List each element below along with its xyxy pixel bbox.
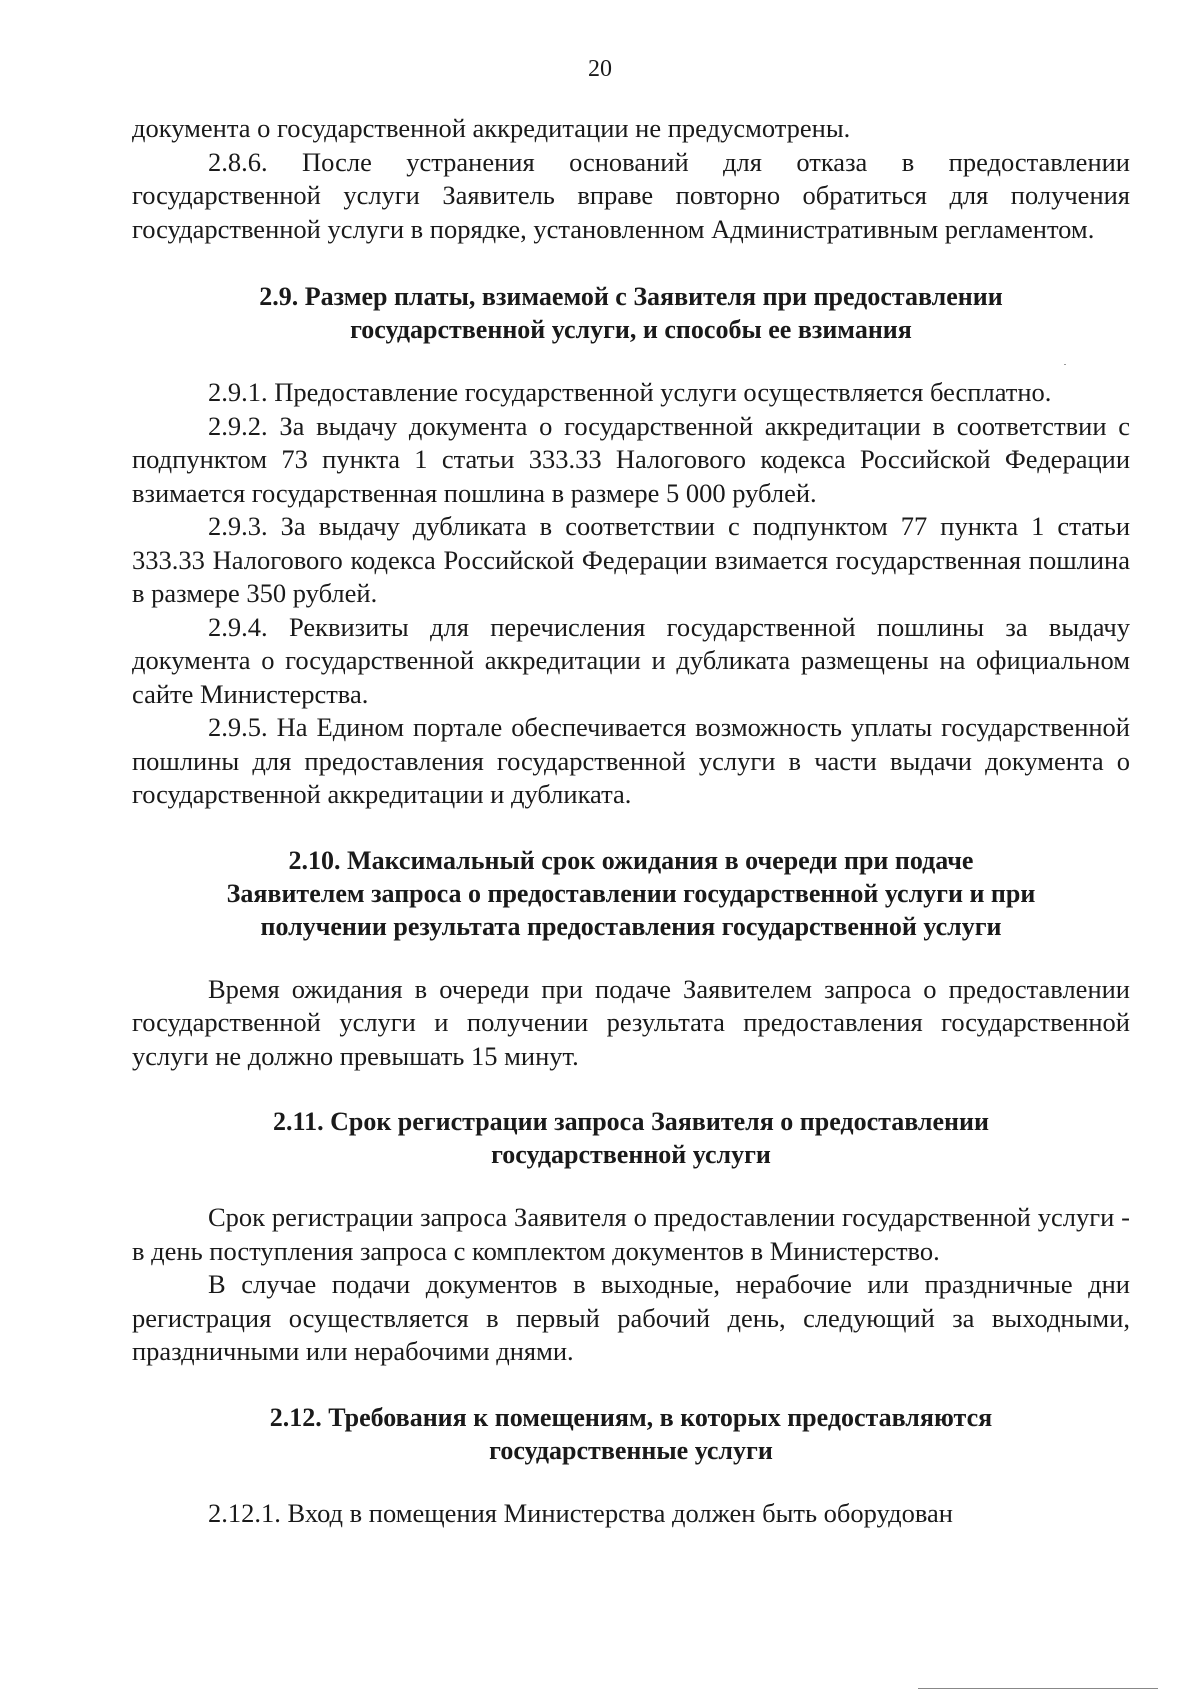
paragraph-2-9-3: 2.9.3. За выдачу дубликата в соответствии с подпунктом 77 пункта 1 статьи 333.33 Налогового кодекса Российской Федерации взимается государственная пошлина в размере 350 рублей. [132,511,1130,608]
heading-line: государственной услуги, и способы ее взимания [350,315,912,344]
heading-line: 2.9. Размер платы, взимаемой с Заявителя при предоставлении [259,282,1003,311]
document-body [132,112,1130,1530]
section-heading-2-9 [132,280,1130,346]
paragraph-2-11-a: Срок регистрации запроса Заявителя о предоставлении государственной услуги - в день поступления запроса с комплектом документов в Министерство. [132,1202,1130,1266]
scan-speck [1064,364,1066,365]
paragraph-2-9-5: 2.9.5. На Едином портале обеспечивается возможность уплаты государственной пошлины для предоставления государственной услуги в части выдачи документа о государственной аккредитации и дубликата. [132,712,1130,809]
heading-line: 2.11. Срок регистрации запроса Заявителя о предоставлении [273,1107,989,1136]
heading-line: получении результата предоставления государственной услуги [260,911,1002,941]
paragraph-2-8-6: 2.8.6. После устранения оснований для отказа в предоставлении государственной услуги Заявитель вправе повторно обратиться для получения государственной услуги в порядке, установленном Административным регламентом. [132,146,1130,244]
heading-line: государственные услуги [489,1435,773,1465]
scan-edge-line [918,1688,1158,1689]
heading-line: государственной услуги [491,1140,771,1169]
paragraph-2-9-4: 2.9.4. Реквизиты для перечисления государственной пошлины за выдачу документа о государственной аккредитации и дубликата размещены на официальном сайте Министерства. [132,611,1130,709]
section-heading-2-11 [132,1105,1130,1171]
heading-line: 2.12. Требования к помещениям, в которых предоставляются [269,1402,993,1432]
paragraph-2-9-2: 2.9.2. За выдачу документа о государственной аккредитации в соответствии с подпунктом 73 пункта 1 статьи 333.33 Налогового кодекса Российской Федерации взимается государственная пошлина в размере 5 000 рублей. [132,410,1130,508]
heading-line: Заявителем запроса о предоставлении государственной услуги и при [226,878,1036,908]
section-heading-2-10 [132,844,1130,943]
paragraph-2-11-b: В случае подачи документов в выходные, нерабочие или праздничные дни регистрация осуществляется в первый рабочий день, следующий за выходными, праздничными или нерабочими днями. [132,1269,1130,1366]
heading-line: 2.10. Максимальный срок ожидания в очереди при подаче [288,845,974,875]
paragraph-continuation: документа о государственной аккредитации не предусмотрены. [132,113,851,143]
paragraph-2-10: Время ожидания в очереди при подаче Заявителем запроса о предоставлении государственной услуги и получении результата предоставления государственной услуги не должно превышать 15 минут. [132,973,1130,1071]
section-heading-2-12 [132,1401,1130,1467]
paragraph-2-12-1: 2.12.1. Вход в помещения Министерства должен быть оборудован [208,1497,953,1528]
page-number: 20 [588,56,612,82]
paragraph-2-9-1: 2.9.1. Предоставление государственной услуги осуществляется бесплатно. [208,377,1052,407]
